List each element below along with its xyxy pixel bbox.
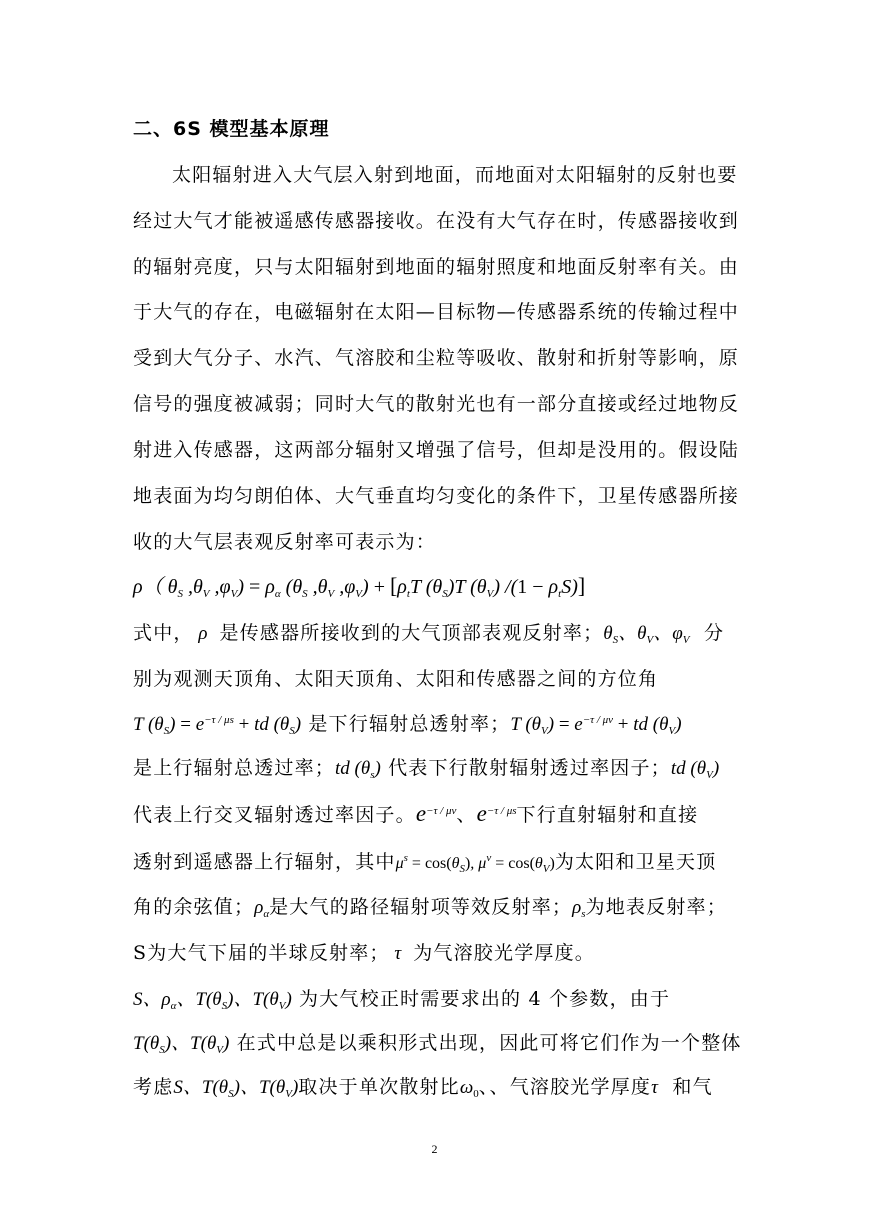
paragraph-line (133, 984, 670, 1012)
td-s-symbol: td $(\theta_s)$ (335, 758, 381, 781)
text-span: 代表下行散射辐射透过率因子； (388, 757, 671, 779)
text-span: 是下行辐射总透射率； (308, 713, 511, 735)
rho-symbol: ρ (193, 623, 213, 644)
cosine-formula: $\mu^s = \cos(\theta_S)$, $\mu^v = \cos(\theta_V)$ (395, 852, 555, 875)
paragraph-line (133, 800, 698, 827)
text-span: 和气 (672, 1076, 713, 1098)
exp-v-symbol: $e^{-\tau / \mu\nu}$ (415, 801, 457, 826)
paragraph-line: 太阳辐射进入大气层入射到地面，而地面对太阳辐射的反射也要 (172, 164, 738, 186)
transmittance-line (133, 709, 682, 737)
angle-symbols: $\theta_S$、$\theta_V$、$\varphi_V$ (603, 623, 690, 646)
parameter-symbols: S、$\rho_\alpha$、$T(\theta_S)$、$T(\theta_V)$ (133, 989, 292, 1012)
text-span: 角的余弦值； (133, 896, 255, 918)
rho-alpha-symbol: $\rho_\alpha$ (254, 897, 270, 920)
text-span: 、、气溶胶光学厚度 (478, 1076, 652, 1098)
text-span: 为大气校正时需要求出的 4 个参数，由于 (299, 988, 671, 1010)
section-heading: 二、6S 模型基本原理 (133, 118, 330, 140)
paragraph-line: 信号的强度被减弱；同时大气的散射光也有一部分直接或经过地物反 (133, 393, 740, 415)
text-span: 代表上行交叉辐射透过率因子。 (133, 804, 416, 826)
text-span: 、 (456, 804, 477, 826)
text-span: 为太阳和卫星天顶 (554, 851, 717, 873)
omega-symbol: $\omega_0$ (459, 1077, 479, 1100)
paragraph-line: 受到大气分子、水汽、气溶胶和尘粒等吸收、散射和折射等影响，原 (133, 347, 740, 369)
downward-transmittance-formula: T $(\theta_S) = e^{-\tau / \mu s}$ + td $(\theta_S)$ (133, 714, 302, 737)
td-v-symbol: td $(\theta_V)$ (670, 758, 720, 781)
paragraph-line: 收的大气层表观反射率可表示为： (133, 531, 437, 553)
upward-transmittance-formula: T $(\theta_V) = e^{-\tau / \mu v}$ + td $(\theta_V)$ (510, 714, 682, 737)
text-span: 是上行辐射总透过率； (133, 757, 336, 779)
paragraph-line: 射进入传感器，这两部分辐射又增强了信号，但却是没用的。假设陆 (133, 439, 740, 461)
text-span: 透射到遥感器上行辐射，其中 (133, 851, 396, 873)
paragraph-line (133, 892, 727, 920)
paragraph-line: 别为观测天顶角、太阳天顶角、太阳和传感器之间的方位角 (133, 668, 659, 690)
text-span: 下行直射辐射和直接 (516, 804, 699, 826)
tau-symbol: τ (389, 943, 406, 964)
paragraph-line (133, 1072, 713, 1100)
text-span: 分 (703, 622, 725, 644)
tau-symbol: τ (651, 1077, 658, 1098)
text-span: 为气溶胶光学厚度。 (413, 942, 595, 964)
text-span: S为大气下届的半球反射率； (133, 942, 390, 964)
paragraph-line: 的辐射亮度，只与太阳辐射到地面的辐射照度和地面反射率有关。由 (133, 256, 740, 278)
text-span: 考虑 (133, 1076, 174, 1098)
paragraph-line: 经过大气才能被遥感传感器接收。在没有大气存在时，传感器接收到 (133, 210, 740, 232)
equation-explanation (133, 618, 724, 646)
paragraph-line: 于大气的存在，电磁辐射在太阳—目标物—传感器系统的传输过程中 (133, 301, 740, 323)
paragraph-line: 地表面为均匀朗伯体、大气垂直均匀变化的条件下，卫星传感器所接 (133, 485, 740, 507)
text-span: 式中， (133, 622, 194, 644)
paragraph-line (133, 938, 595, 965)
text-span: 在式中总是以乘积形式出现，因此可将它们作为一个整体 (236, 1032, 742, 1054)
exp-s-symbol: $e^{-\tau / \mu s}$ (476, 801, 517, 826)
transmittance-symbols: $T(\theta_S)$、$T(\theta_V)$ (133, 1033, 230, 1056)
text-span: 取决于单次散射比 (298, 1076, 460, 1098)
paragraph-line (133, 753, 719, 781)
text-span: 是传感器所接收到的大气顶部表观反射率； (219, 622, 604, 644)
paragraph-line (133, 1028, 742, 1056)
text-span: 为地表反射率； (585, 896, 727, 918)
paragraph-line (133, 847, 716, 875)
page-number: 2 (431, 1142, 438, 1156)
s-transmittance-symbols: S、$T(\theta_S)$、$T(\theta_V)$ (173, 1077, 299, 1100)
rho-s-symbol: $\rho_s$ (572, 897, 586, 920)
text-span: 是大气的路径辐射项等效反射率； (269, 896, 573, 918)
reflectance-equation: ρ（ $\theta_S$ $,\theta_V$ $,\varphi_V) = \rho_\alpha$ ($\theta_S$ $,\theta_V$ $,\varphi_V) + [\rho_tT$ $(\theta_S)T$ $(\theta_V) /(1 - \rho_tS)$] (133, 573, 586, 600)
